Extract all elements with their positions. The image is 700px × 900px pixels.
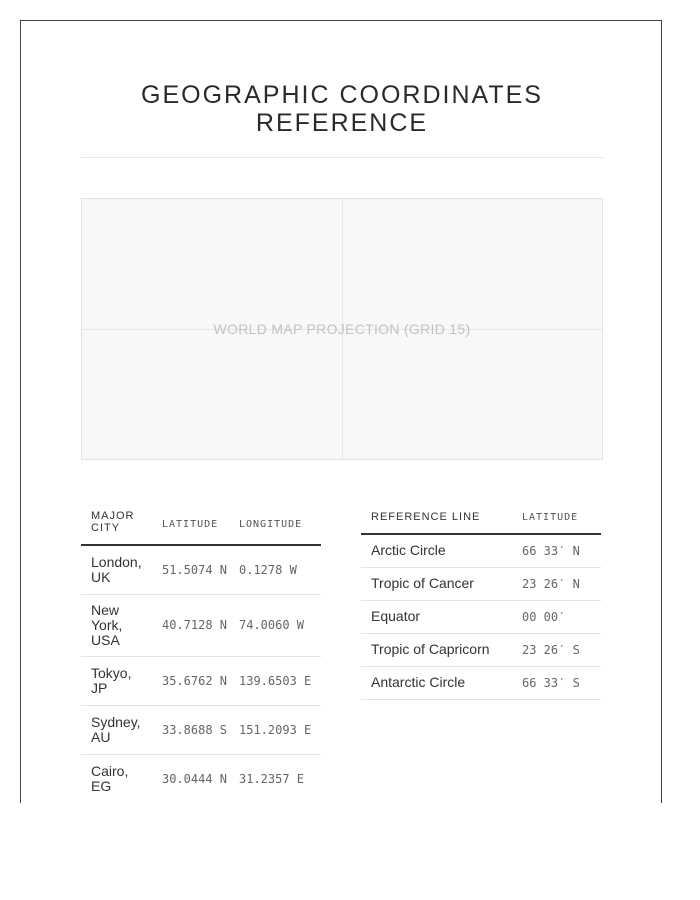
- reference-line-latitude: 00 00′: [512, 600, 601, 633]
- city-longitude: 74.0060 W: [235, 594, 321, 656]
- reference-line-latitude: 23 26′ S: [512, 633, 601, 666]
- reference-line-name: Tropic of Capricorn: [361, 633, 512, 666]
- world-map-placeholder: [81, 198, 603, 460]
- table-header-row: [81, 507, 321, 545]
- column-header-longitude: LONGITUDE: [235, 507, 321, 545]
- table-row: [361, 600, 601, 633]
- column-header-city: MAJOR CITY: [81, 507, 157, 545]
- city-name: Tokyo, JP: [81, 656, 157, 705]
- map-label: WORLD MAP PROJECTION (GRID 15): [213, 321, 471, 337]
- city-latitude: 40.7128 N: [157, 594, 235, 656]
- table-row: [81, 594, 321, 656]
- table-header-row: [361, 507, 601, 534]
- table-row: [81, 656, 321, 705]
- column-header-latitude: LATITUDE: [512, 507, 601, 534]
- page-title: GEOGRAPHIC COORDINATES REFERENCE: [141, 81, 543, 137]
- city-longitude: 151.2093 E: [235, 705, 321, 754]
- reference-line-name: Tropic of Cancer: [361, 567, 512, 600]
- table-row: [361, 666, 601, 699]
- reference-line-latitude: 66 33′ N: [512, 534, 601, 567]
- column-header-latitude: LATITUDE: [157, 507, 235, 545]
- city-coordinates-table: [81, 507, 321, 803]
- title-divider: [81, 157, 603, 158]
- table-row: [361, 633, 601, 666]
- city-name: Sydney, AU: [81, 705, 157, 754]
- city-latitude: 35.6762 N: [157, 656, 235, 705]
- city-longitude: 139.6503 E: [235, 656, 321, 705]
- table-row: [81, 754, 321, 803]
- table-row: [81, 545, 321, 594]
- reference-line-latitude: 66 33′ S: [512, 666, 601, 699]
- city-longitude: 31.2357 E: [235, 754, 321, 803]
- city-name: New York, USA: [81, 594, 157, 656]
- reference-lines-table: [361, 507, 601, 700]
- reference-sheet: [20, 20, 662, 803]
- table-row: [361, 534, 601, 567]
- city-latitude: 33.8688 S: [157, 705, 235, 754]
- city-latitude: 51.5074 N: [157, 545, 235, 594]
- table-row: [361, 567, 601, 600]
- reference-line-name: Equator: [361, 600, 512, 633]
- city-name: Cairo, EG: [81, 754, 157, 803]
- city-latitude: 30.0444 N: [157, 754, 235, 803]
- reference-line-name: Arctic Circle: [361, 534, 512, 567]
- reference-line-name: Antarctic Circle: [361, 666, 512, 699]
- reference-line-latitude: 23 26′ N: [512, 567, 601, 600]
- city-longitude: 0.1278 W: [235, 545, 321, 594]
- table-row: [81, 705, 321, 754]
- city-name: London, UK: [81, 545, 157, 594]
- column-header-reference-line: REFERENCE LINE: [361, 507, 512, 534]
